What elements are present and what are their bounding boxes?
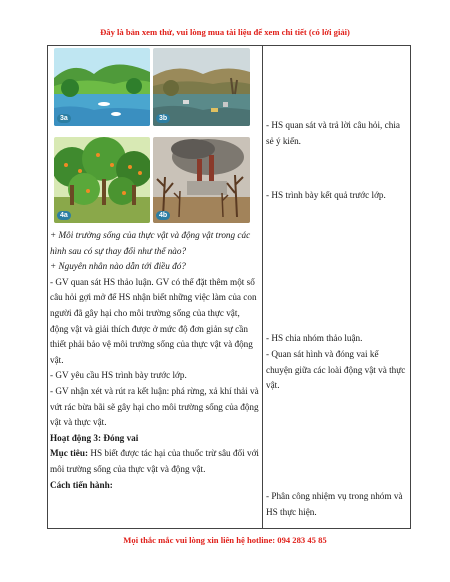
teacher-activities: [50, 228, 260, 493]
preview-banner: Đây là bản xem thử, vui lòng mua tài liệu để xem chi tiết (có lời giải): [100, 27, 350, 37]
objective: [50, 446, 260, 477]
image-3b-tag: 3b: [156, 114, 170, 123]
activity-heading: Hoạt động 3: Đóng vai: [50, 432, 139, 443]
paragraph-3: - GV nhận xét và rút ra kết luận: phá rừng, xả khí thải và vứt rác bừa bãi sẽ gây hại cho môi trường sống của động vật và thực vật.: [50, 385, 259, 428]
question-1: + Môi trường sống của thực vật và động vật trong các hình sau có sự thay đổi như thế nào?: [50, 230, 251, 256]
objective-text: HS biết được tác hại của thuốc trừ sâu đối với môi trường sống của thực vật và động vật.: [50, 448, 259, 474]
image-3b-polluted-lake: [153, 48, 250, 126]
student-activity-1: [266, 118, 406, 149]
student-activity-3: [266, 331, 406, 347]
student-activity-5: [266, 489, 406, 520]
student-activity-4: [266, 347, 406, 394]
student-activity-3-text: - HS chia nhóm thảo luận.: [266, 333, 363, 343]
hotline-banner: Mọi thắc mắc vui lòng xin liên hệ hotline: 094 283 45 85: [123, 535, 327, 545]
student-activity-4-text: - Quan sát hình và đóng vai kể chuyện giữa các loài động vật và thực vật.: [266, 349, 406, 391]
method-label: Cách tiến hành:: [50, 479, 113, 490]
student-activity-5-text: - Phân công nhiệm vụ trong nhóm và HS thực hiện.: [266, 491, 403, 517]
student-activity-1-text: - HS quan sát và trả lời câu hỏi, chia sẻ ý kiến.: [266, 120, 400, 146]
paragraph-2: - GV yêu cầu HS trình bày trước lớp.: [50, 370, 187, 381]
question-2: + Nguyên nhân nào dẫn tới điều đó?: [50, 261, 186, 272]
paragraph-1: - GV quan sát HS thảo luận. GV có thể đặt thêm một số câu hỏi gợi mở để HS nhận biết những việc làm của con người đã gây hại cho môi trường sống của thực vật, động vật và giải thích được ở mức độ đơn giản sự cần thiết phải bảo vệ môi trường sống của thực vật và động vật.: [50, 276, 257, 365]
student-activity-2: [266, 188, 406, 204]
image-4b-tag: 4b: [156, 211, 170, 220]
image-4a-green-forest: [54, 137, 150, 223]
objective-label: Mục tiêu:: [50, 448, 89, 459]
column-divider: [262, 45, 263, 529]
image-3a-clean-lake: [54, 48, 150, 126]
image-4b-factory-pollution: [153, 137, 250, 223]
image-4a-tag: 4a: [57, 211, 71, 220]
student-activity-2-text: - HS trình bày kết quả trước lớp.: [266, 190, 386, 200]
image-3a-tag: 3a: [57, 114, 71, 123]
